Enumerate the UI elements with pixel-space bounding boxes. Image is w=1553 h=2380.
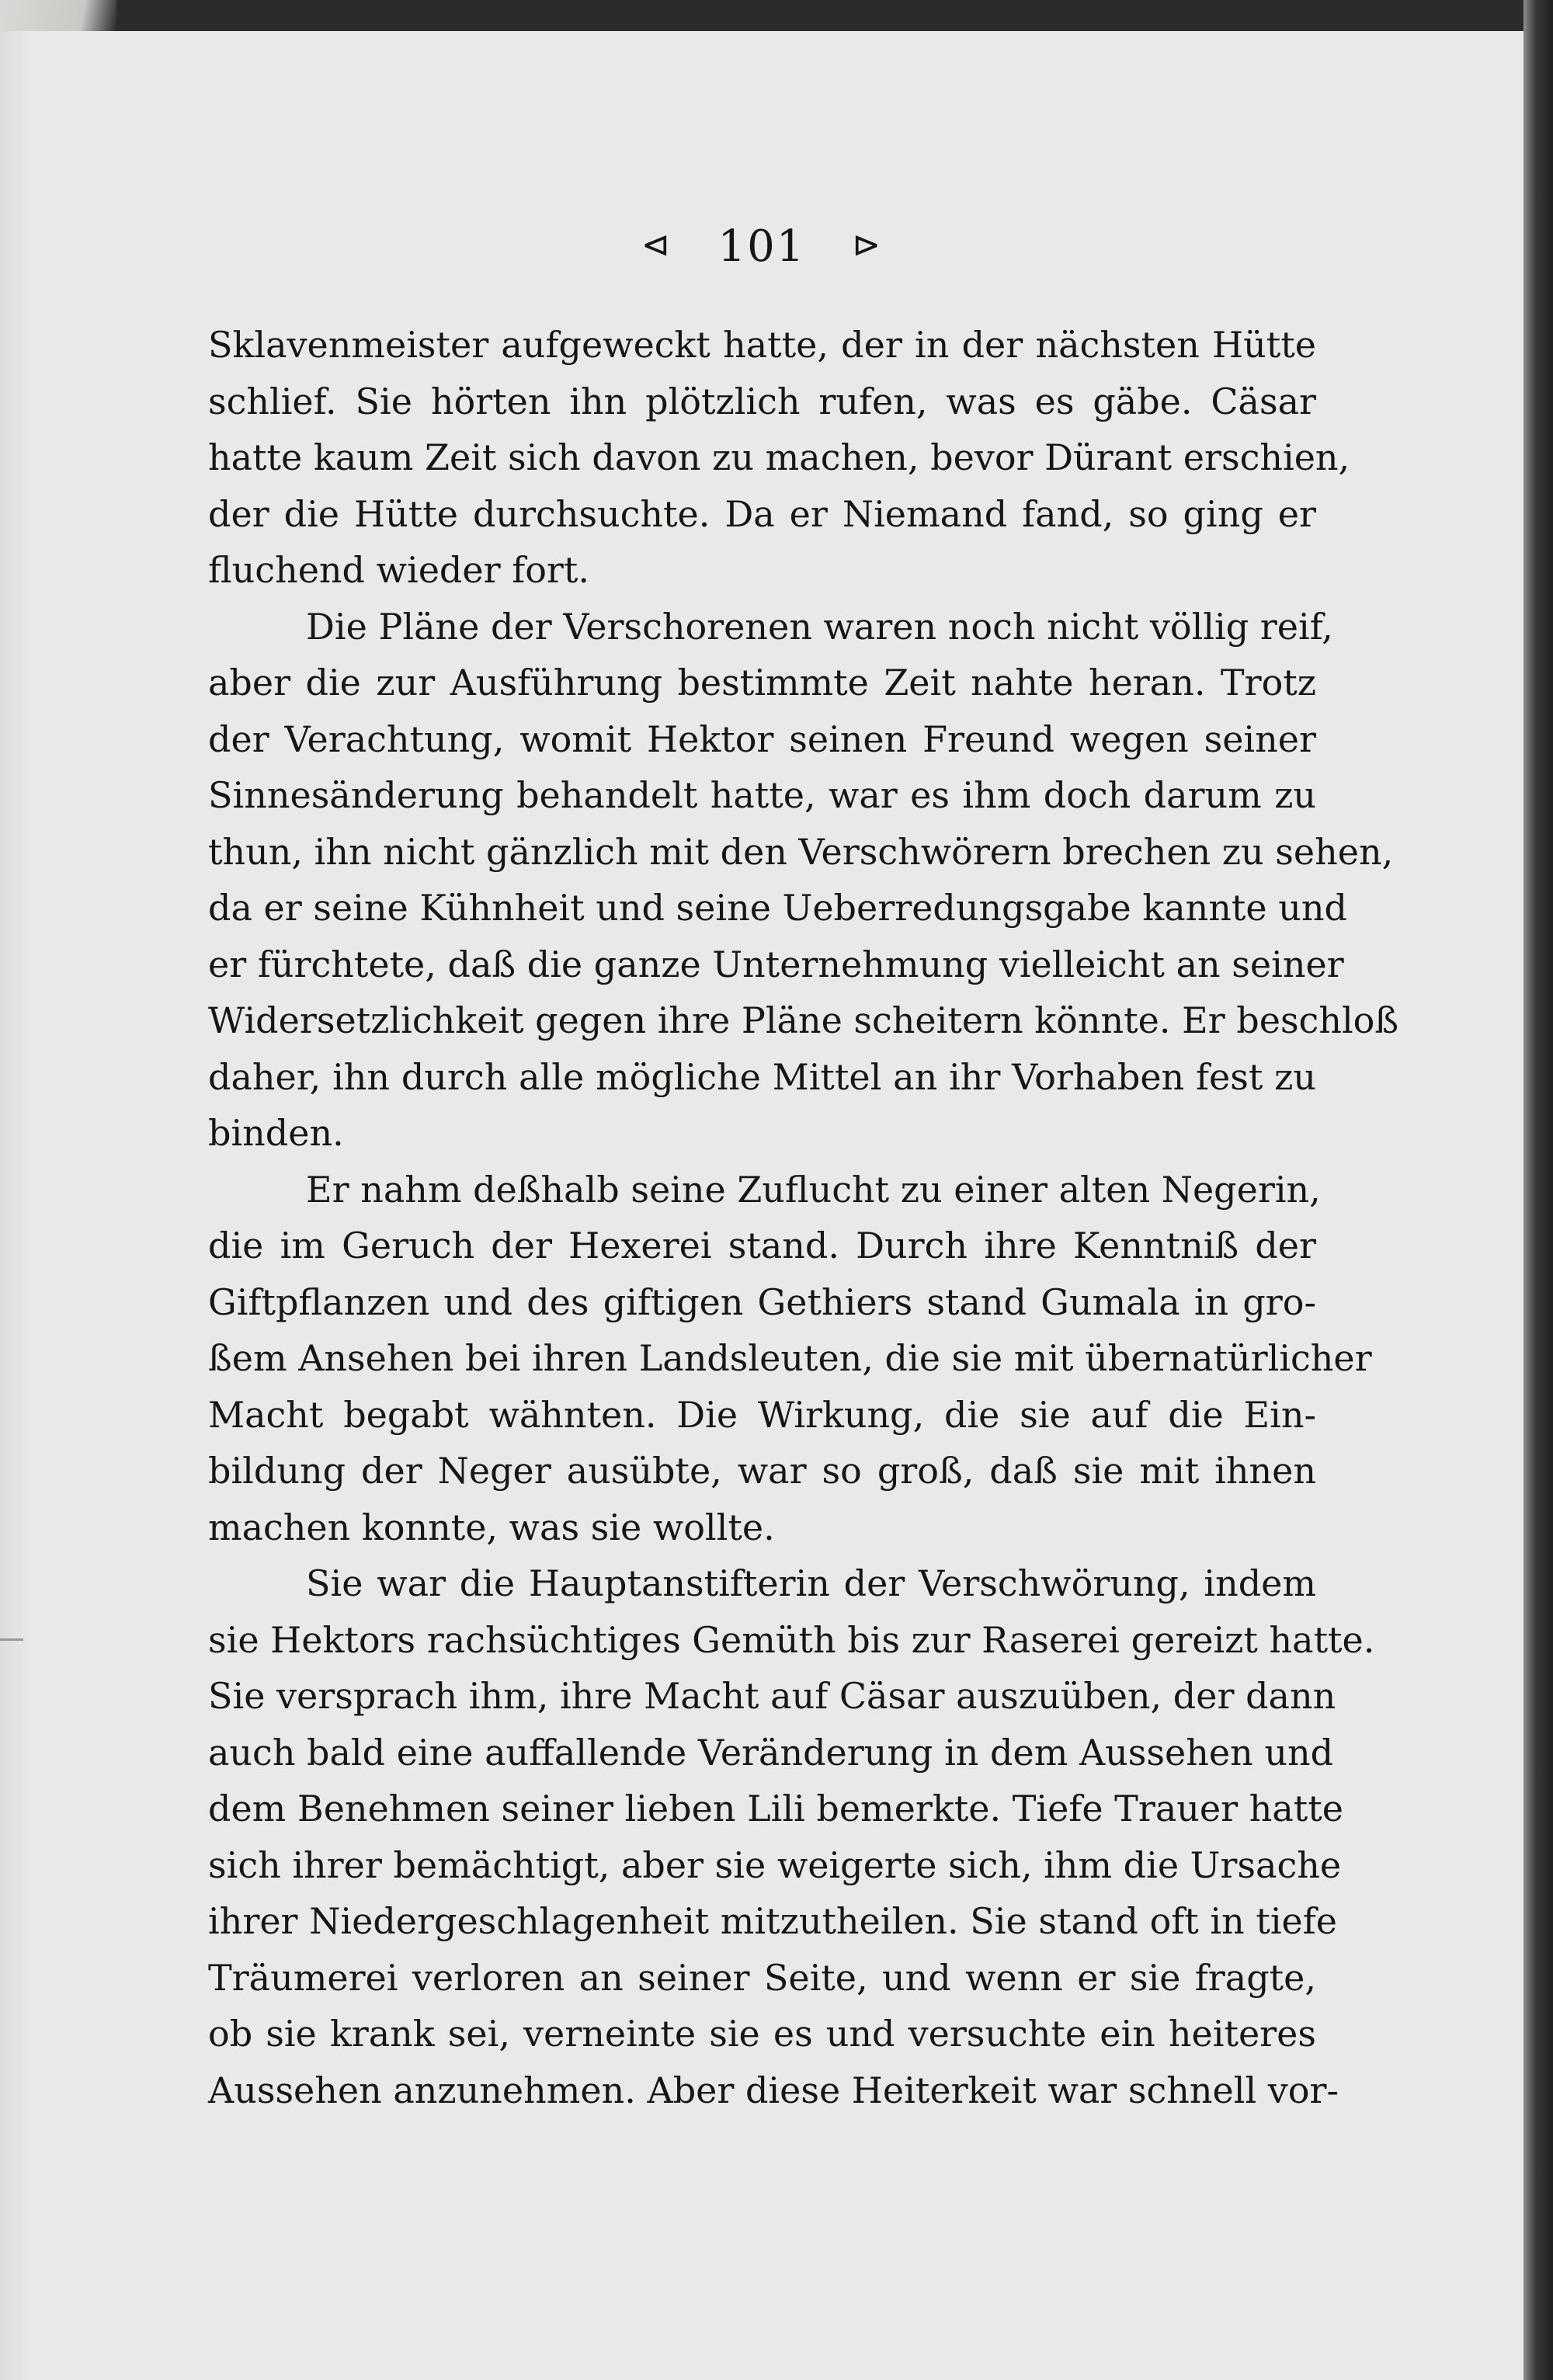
ornament-left-icon: ⊲ [641,225,672,265]
text-line: ßem Ansehen bei ihren Landsleuten, die sie mit übernatürlicher [208,1337,1372,1379]
text-line: aber die zur Ausführung bestimmte Zeit nahte heran. Trotz [208,662,1316,704]
text-line: machen konnte, was sie wollte. [208,1506,775,1548]
text-line: Sinnesänderung behandelt hatte, war es ihm doch darum zu [208,774,1316,816]
text-line: er fürchtete, daß die ganze Unternehmung vielleicht an seiner [208,943,1344,985]
text-line: Die Pläne der Verschorenen waren noch nicht völlig reif, [306,605,1333,648]
text-line: auch bald eine auffallende Veränderung in dem Aussehen und [208,1731,1334,1774]
text-line: binden. [208,1112,344,1154]
scan-page-corner [0,0,116,31]
text-line: Giftpflanzen und des giftigen Gethiers stand Gumala in gro- [208,1280,1316,1323]
text-line: dem Benehmen seiner lieben Lili bemerkte. Tiefe Trauer hatte [208,1788,1343,1829]
text-line: Aussehen anzunehmen. Aber diese Heiterkeit war schnell vor- [208,2069,1339,2111]
text-line: der Verachtung, womit Hektor seinen Freund wegen seiner [208,717,1316,760]
text-line: thun, ihn nicht gänzlich mit den Verschwörern brechen zu sehen, [208,830,1394,873]
text-line: der die Hütte durchsuchte. Da er Niemand fand, so ging er [208,492,1316,535]
page-header [0,221,1523,272]
text-line: Er nahm deßhalb seine Zuflucht zu einer alten Negerin, [306,1168,1321,1211]
text-line: sich ihrer bemächtigt, aber sie weigerte sich, ihm die Ursache [208,1843,1342,1886]
text-line: ob sie krank sei, verneinte sie es und versuchte ein heiteres [208,2013,1316,2055]
text-line: da er seine Kühnheit und seine Ueberredungsgabe kannte und [208,887,1347,929]
text-line: Macht begabt wähnten. Die Wirkung, die sie auf die Ein- [208,1393,1316,1436]
scan-right-border [1523,0,1553,2380]
text-line: bildung der Neger ausübte, war so groß, daß sie mit ihnen [208,1450,1316,1492]
text-line: ihrer Niedergeschlagenheit mitzutheilen. Sie stand oft in tiefe [208,1900,1338,1942]
scan-left-shade [0,31,31,2380]
body-text [208,317,1399,2118]
text-line: hatte kaum Zeit sich davon zu machen, bevor Dürant erschien, [208,436,1350,478]
scan-top-border [0,0,1553,31]
text-line: Sklavenmeister aufgeweckt hatte, der in der nächsten Hütte [208,324,1316,366]
text-line: die im Geruch der Hexerei stand. Durch ihre Kenntniß der [208,1225,1316,1266]
text-line: Träumerei verloren an seiner Seite, und wenn er sie fragte, [208,1956,1316,1999]
ornament-right-icon: ⊳ [852,225,883,265]
text-line: fluchend wieder fort. [208,549,590,591]
margin-mark [0,1638,23,1641]
text-line: Widersetzlichkeit gegen ihre Pläne scheitern könnte. Er beschloß [208,999,1399,1041]
text-line: daher, ihn durch alle mögliche Mittel an ihr Vorhaben fest zu [208,1055,1316,1098]
text-line: schlief. Sie hörten ihn plötzlich rufen, was es gäbe. Cäsar [208,380,1316,422]
text-line: sie Hektors rachsüchtiges Gemüth bis zur Raserei gereizt hatte. [208,1618,1375,1661]
text-line: Sie war die Hauptanstifterin der Verschwörung, indem [306,1562,1316,1604]
text-line: Sie versprach ihm, ihre Macht auf Cäsar auszuüben, der dann [208,1675,1336,1717]
page-number: 101 [717,221,806,272]
